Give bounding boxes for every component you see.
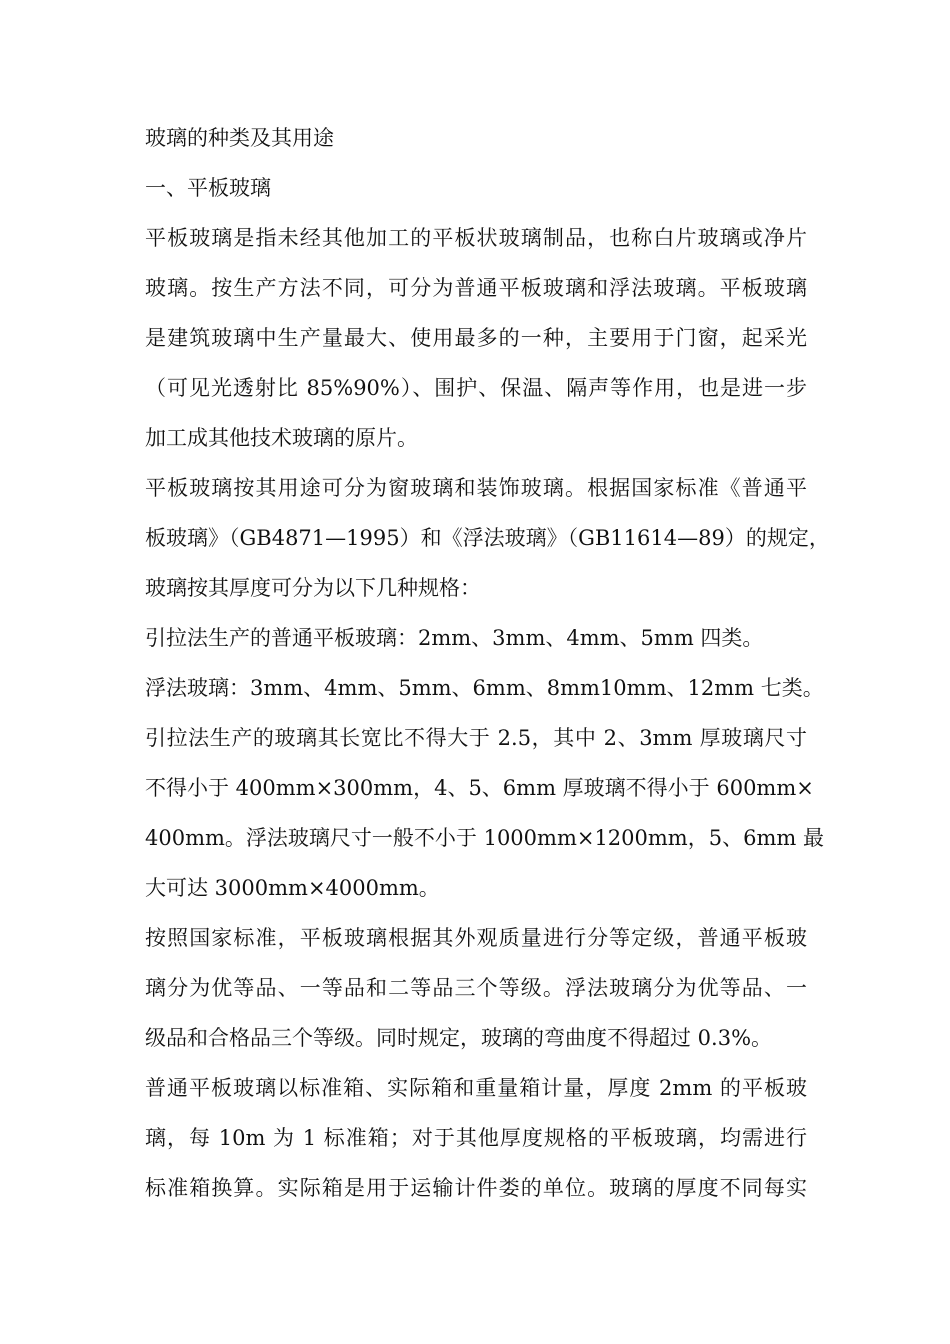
text-line: 璃分为优等品、一等品和二等品三个等级。浮法玻璃分为优等品、一 — [145, 976, 807, 1000]
text-line: 平板玻璃是指未经其他加工的平板状玻璃制品，也称白片玻璃或净片 — [145, 226, 807, 250]
text-line: 不得小于 400mm×300mm，4、5、6mm 厚玻璃不得小于 600mm× — [145, 776, 814, 800]
text-line: 引拉法生产的玻璃其长宽比不得大于 2.5，其中 2、3mm 厚玻璃尺寸 — [145, 726, 807, 750]
text-line: 玻璃。按生产方法不同，可分为普通平板玻璃和浮法玻璃。平板玻璃 — [145, 276, 807, 300]
text-line: 玻璃按其厚度可分为以下几种规格： — [145, 576, 481, 600]
text-line: 标准箱换算。实际箱是用于运输计件娄的单位。玻璃的厚度不同每实 — [145, 1176, 807, 1200]
text-line: 引拉法生产的普通平板玻璃：2mm、3mm、4mm、5mm 四类。 — [145, 626, 764, 650]
text-line: 璃，每 10m 为 1 标准箱；对于其他厚度规格的平板玻璃，均需进行 — [145, 1126, 807, 1150]
section-heading: 一、平板玻璃 — [145, 176, 271, 200]
text-line: 加工成其他技术玻璃的原片。 — [145, 426, 418, 450]
document-title: 玻璃的种类及其用途 — [145, 126, 334, 150]
text-line: 普通平板玻璃以标准箱、实际箱和重量箱计量，厚度 2mm 的平板玻 — [145, 1076, 807, 1100]
document-body — [145, 113, 830, 1213]
text-line: 按照国家标准，平板玻璃根据其外观质量进行分等定级，普通平板玻 — [145, 926, 807, 950]
text-line: 浮法玻璃：3mm、4mm、5mm、6mm、8mm10mm、12mm 七类。 — [145, 676, 824, 700]
text-line: 板玻璃》（GB4871—1995）和《浮法玻璃》（GB11614—89）的规定， — [145, 526, 830, 550]
text-line: 平板玻璃按其用途可分为窗玻璃和装饰玻璃。根据国家标准《普通平 — [145, 476, 807, 500]
text-line: 级品和合格品三个等级。同时规定，玻璃的弯曲度不得超过 0.3%。 — [145, 1026, 773, 1050]
text-line: （可见光透射比 85%90%）、围护、保温、隔声等作用，也是进一步 — [145, 376, 807, 400]
text-line: 大可达 3000mm×4000mm。 — [145, 876, 440, 900]
text-line: 是建筑玻璃中生产量最大、使用最多的一种，主要用于门窗，起采光 — [145, 326, 807, 350]
text-line: 400mm。浮法玻璃尺寸一般不小于 1000mm×1200mm，5、6mm 最 — [145, 826, 824, 850]
